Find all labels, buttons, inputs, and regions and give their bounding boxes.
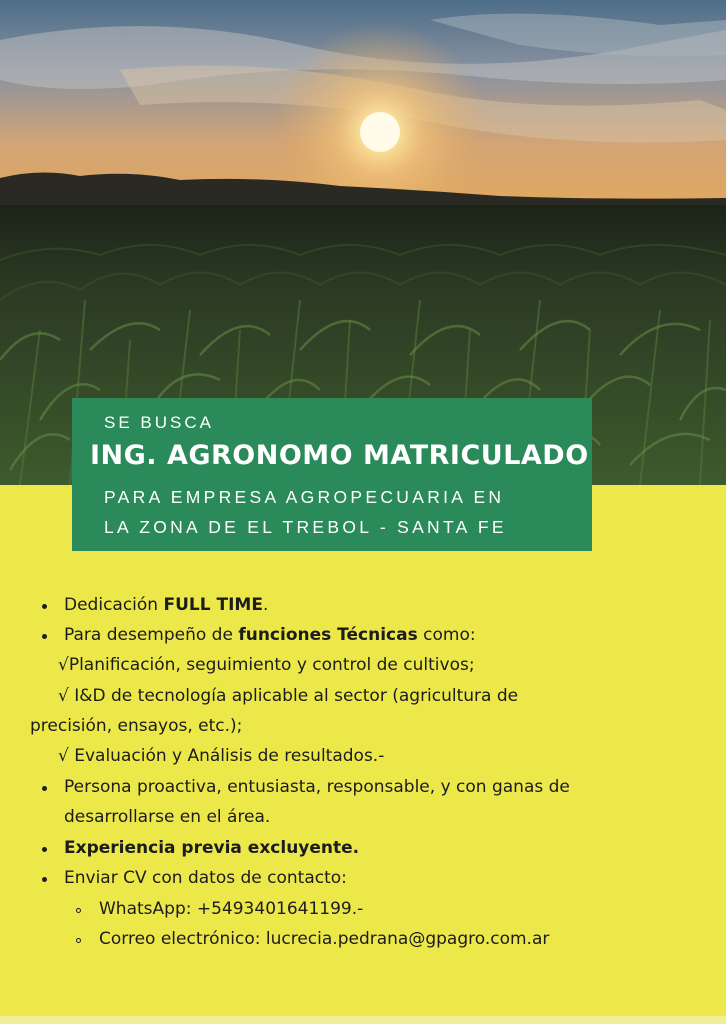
list-item-persona: Persona proactiva, entusiasta, responsable, y con ganas de — [64, 777, 570, 797]
bullet-icon — [42, 847, 47, 852]
check-item-evaluacion: √ Evaluación y Análisis de resultados.- — [58, 746, 385, 766]
contact-whatsapp: WhatsApp: +5493401641199.- — [99, 899, 364, 919]
sub-bullet-icon — [76, 938, 81, 943]
check-item-innovacion-cont: precisión, ensayos, etc.); — [30, 716, 243, 736]
check-item-innovacion: √ I&D de tecnología aplicable al sector (agricultura de — [58, 686, 519, 706]
list-item-enviar: Enviar CV con datos de contacto: — [64, 868, 347, 888]
emphasis-text: FULL TIME — [163, 595, 263, 615]
subtitle-line-2: LA ZONA DE EL TREBOL - SANTA FE — [104, 517, 507, 537]
bottom-strip — [0, 1016, 726, 1024]
list-item-dedicacion — [64, 593, 268, 617]
list-item-persona-cont: desarrollarse en el área. — [64, 807, 271, 827]
check-item-planificacion: √Planificación, seguimiento y control de cultivos; — [58, 655, 475, 675]
list-item-funciones — [64, 623, 476, 647]
text-segment: Para desempeño de — [64, 625, 239, 645]
list-item-experiencia: Experiencia previa excluyente. — [64, 838, 360, 858]
emphasis-text: funciones Técnicas — [238, 625, 418, 645]
text-segment: . — [262, 595, 269, 615]
bullet-icon — [42, 877, 47, 882]
sub-bullet-icon — [76, 908, 81, 913]
bullet-icon — [42, 634, 47, 639]
headline-banner — [72, 398, 592, 551]
text-segment: Dedicación — [64, 595, 164, 615]
bullet-icon — [42, 604, 47, 609]
job-title: ING. AGRONOMO MATRICULADO — [90, 440, 589, 471]
bullet-icon — [42, 786, 47, 791]
contact-email: Correo electrónico: lucrecia.pedrana@gpagro.com.ar — [99, 929, 550, 949]
pre-title: SE BUSCA — [104, 413, 214, 432]
subtitle-line-1: PARA EMPRESA AGROPECUARIA EN — [104, 487, 505, 507]
text-segment: como: — [417, 625, 476, 645]
